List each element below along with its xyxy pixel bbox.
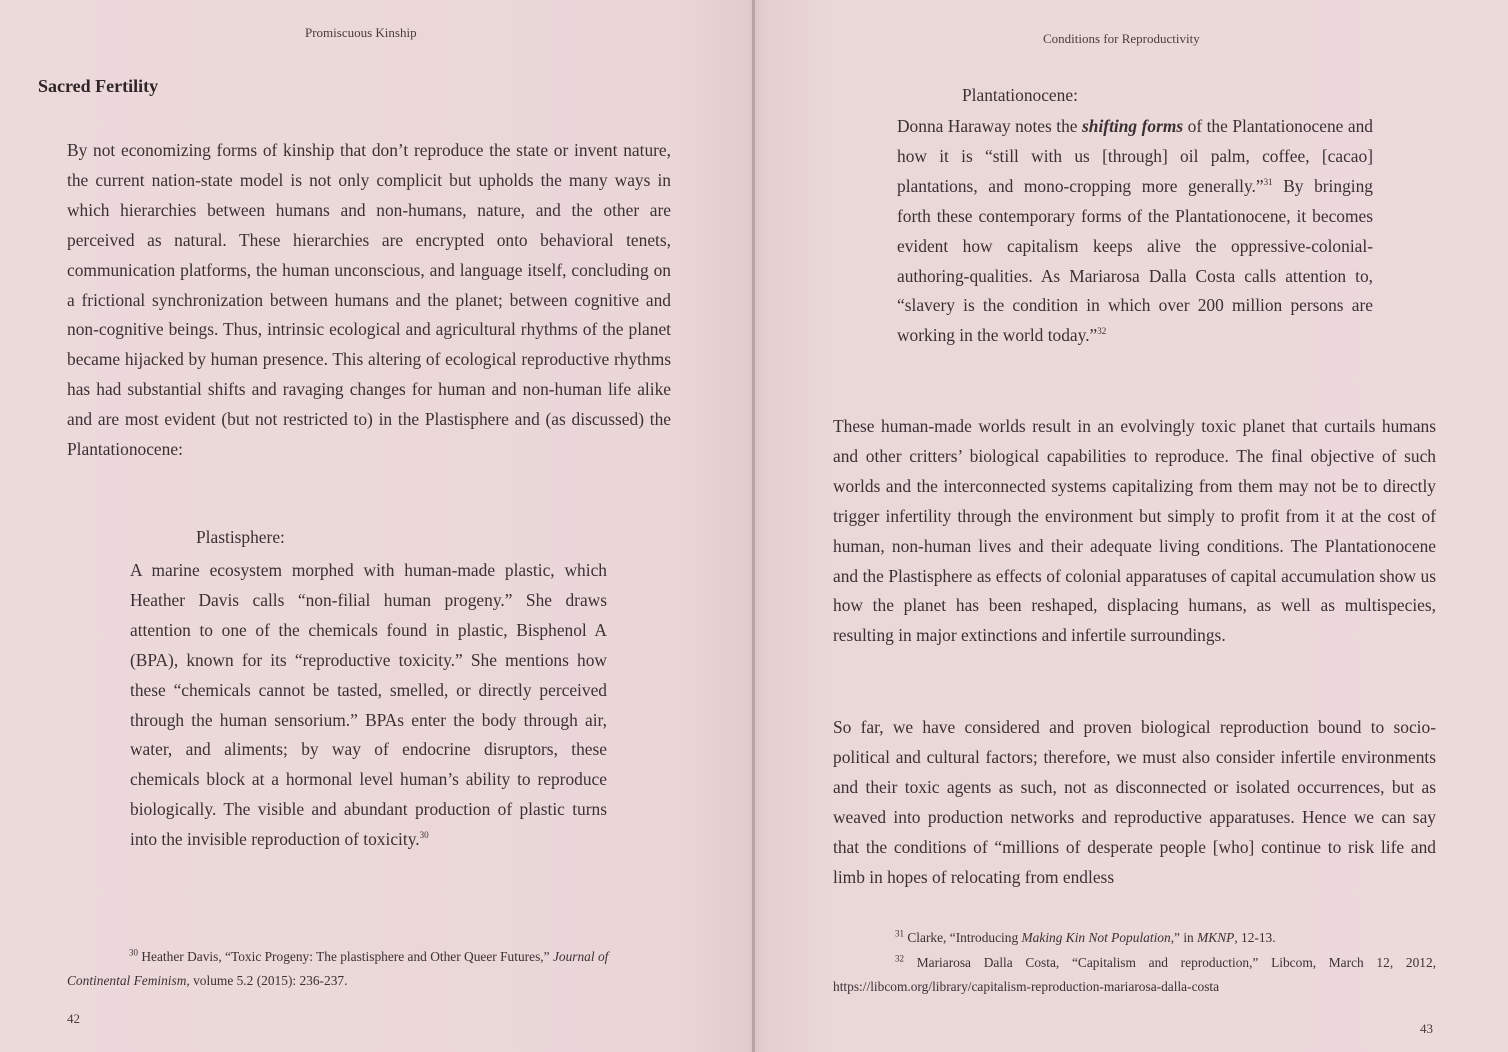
footnote-ref-32[interactable]: 32	[1097, 326, 1107, 337]
footnote-32: $^{32}$ Mariarosa Dalla Costa, “Capitalism and reproduction,” Libcom, March 12, 2012, https://libcom.org/library/capitalism-reproduction-mariarosa-dalla-costa	[833, 953, 1437, 994]
section-title: Sacred Fertility	[38, 76, 159, 96]
footnote-31: $^{31}$ Clarke, “Introducing Making Kin Not Population,” in MKNP, 12-13.	[895, 928, 1276, 945]
left-page-number: 42	[67, 1011, 80, 1026]
plantationocene-text: Donna Haraway notes the shifting forms of the Plantationocene and how it is “still with us [through] oil palm, coffee, [cacao] plantations, and mono-cropping more generally.”$^{31}$ By bringing forth these contemporary forms of the Plantationocene, it becomes evident how capitalism keeps alive the oppressive-colonial-authoring-qualities. As Mariarosa Dalla Costa calls attention to, “slavery is the condition in which over 200 million persons are working in the world today.”$^{32}$	[897, 116, 1373, 346]
footnote-ref-31[interactable]: 31	[1263, 177, 1273, 188]
left-running-head: Promiscuous Kinship	[305, 25, 417, 40]
plastisphere-label: Plastisphere:	[196, 527, 285, 547]
left-paragraph-1: By not economizing forms of kinship that don’t reproduce the state or invent nature, the current nation-state model is not only complicit but upholds the many ways in which hierarchies between humans and non-humans, nature, and the other are perceived as natural. These hierarchies are encrypted onto behavioral tenets, communication platforms, the human unconscious, and language itself, concluding on a frictional synchronization between humans and the planet; between cognitive and non-cognitive beings. Thus, intrinsic ecological and agricultural rhythms of the planet became hijacked by human presence. This altering of ecological reproductive rhythms has had substantial shifts and ravaging changes for human and non-human life alike and are most evident (but not restricted to) in the Plastisphere and (as discussed) the Plantationocene:	[67, 140, 671, 460]
right-page-number: 43	[1420, 1021, 1433, 1036]
right-paragraph-2: These human-made worlds result in an evolvingly toxic planet that curtails humans and other critters’ biological capabilities to reproduce. The final objective of such worlds and the interconnected systems capitalizing from them may not be to directly trigger infertility through the environment but simply to profit from it at the cost of human, non-human lives and their adequate living conditions. The Plantationocene and the Plastisphere as effects of colonial apparatuses of capital accumulation show us how the planet has been reshaped, displacing humans, as well as multispecies, resulting in major extinctions and infertile surroundings.	[833, 416, 1436, 646]
footnote-30: $^{30}$ Heather Davis, “Toxic Progeny: The plastisphere and Other Queer Futures,” Journal of Continental Feminism, volume 5.2 (2015): 236-237.	[67, 947, 609, 988]
right-running-head: Conditions for Reproductivity	[1043, 31, 1200, 46]
plantationocene-label: Plantationocene:	[962, 85, 1078, 105]
right-paragraph-3: So far, we have considered and proven biological reproduction bound to socio-political and cultural factors; therefore, we must also consider infertile environments and their toxic agents as such, not as disconnected or isolated occurrences, but as weaved into production networks and reproductive apparatuses. Hence we can say that the conditions of “millions of desperate people [who] continue to risk life and limb in hopes of relocating from endless	[833, 717, 1436, 887]
footnote-ref-30[interactable]: 30	[419, 830, 429, 841]
plastisphere-text: A marine ecosystem morphed with human-made plastic, which Heather Davis calls “non-filial human progeny.” She draws attention to one of the chemicals found in plastic, Bisphenol A (BPA), known for its “reproductive toxicity.” She mentions how these “chemicals cannot be tasted, smelled, or directly perceived through the human sensorium.” BPAs enter the body through air, water, and aliments; by way of endocrine disruptors, these chemicals block at a hormonal level human’s ability to reproduce biologically. The visible and abundant production of plastic turns into the invisible reproduction of toxicity.$^{30}$	[130, 560, 607, 850]
book-spine	[752, 0, 755, 1052]
